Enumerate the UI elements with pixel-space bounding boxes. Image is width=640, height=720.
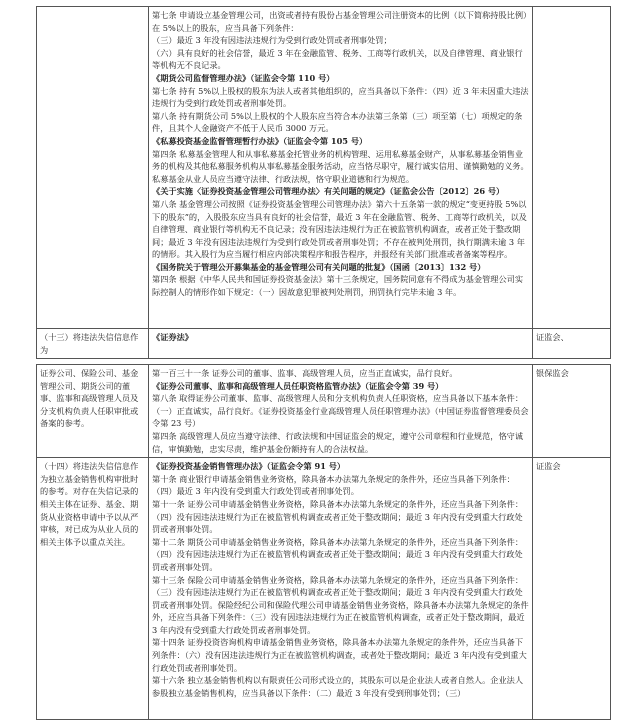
regulation-clause: 第十六条 独立基金销售机构以有限责任公司形式设立的，其股东可以是企业法人或者自然人。企业法人参股独立基金销售机构，应当具备以下条件：（二）最近 3 年没有受到刑事处罚；（三）	[152, 675, 524, 698]
department-cell	[533, 7, 611, 329]
table-row	[37, 7, 611, 329]
regulation-title: 《国务院关于管理公开募集基金的基金管理公司有关问题的批复》（国函〔2013〕132 号）	[152, 261, 486, 272]
regulation-title: 《证券法》	[152, 332, 193, 342]
regulation-title: 《私募投资基金监督管理暂行办法》（证监会令第 105 号）	[152, 135, 368, 146]
measure-cell	[37, 7, 149, 329]
regulation-clause: 第十四条 证券投资咨询机构申请基金销售业务资格，除具备本办法第九条规定的条件外，还应当具备下列条件：（六）没有因违法违规行为正在被监管机构调查，或者处于整改期间；最近 3 年内没有受到重大行政处罚或者刑事处罚。	[152, 637, 527, 673]
regulation-title: 《关于实施〈证券投资基金管理公司管理办法〉有关问题的规定》（证监会公告〔2012〕26 号）	[152, 186, 505, 197]
regulation-clause: 第十条 商业银行申请基金销售业务资格，除具备本办法第九条规定的条件外，还应当具备下列条件：（四）最近 3 年内没有受到重大行政处罚或者刑事处罚。	[152, 473, 515, 497]
legal-basis-cell	[149, 458, 533, 720]
regulation-clause: 第十一条 证券公司申请基金销售业务资格，除具备本办法第九条规定的条件外，还应当具备下列条件：（四）没有因违法违规行为正在被监管机构调查或者正处于整改期间；最近 3 年内没有受到重大行政处罚或者刑事处罚。	[152, 498, 524, 535]
regulation-clause: （六）具有良好的社会信誉，最近 3 年在金融监管、税务、工商等行政机关，以及自律管理、商业银行等机构无不良记录。	[152, 47, 523, 71]
regulation-clause: 第一百三十一条 证券公司的董事、监事、高级管理人员，应当正直诚实，品行良好。	[152, 368, 458, 378]
legal-basis-cell	[149, 329, 533, 359]
measure-cell: （十三）将违法失信信息作为	[37, 329, 149, 359]
measure-cell: （十四）将违法失信信息作为独立基金销售机构审批时的参考。对存在失信记录的相关主体在证券、基金、期货从业资格申请中予以从严审核，对已成为从业人员的相关主体予以重点关注。	[37, 458, 149, 720]
measure-cell: 证券公司、保险公司、基金管理公司、期货公司的董事、监事和高级管理人员及分支机构负责人任职审批或备案的参考。	[37, 365, 149, 458]
regulation-clause: 第八条 取得证券公司董事、监事、高级管理人员和分支机构负责人任职资格，应当具备以下基本条件：（一）正直诚实，品行良好。《证券投资基金行业高级管理人员任职管理办法》（中国证券监督管理委员会令第 23 号）	[152, 393, 529, 429]
table-row	[37, 329, 611, 359]
regulation-clause: 第四条 私募基金管理人和从事私募基金托管业务的机构管理、运用私募基金财产，从事私募基金销售业务的机构及其他私募服务机构从事私募基金服务活动，应当恪尽职守，履行诚实信用、谨慎勤勉的义务。私募基金从业人员应当遵守法律、行政法规，恪守职业道德和行为规范。	[152, 148, 529, 184]
regulation-table-top	[36, 6, 611, 359]
regulation-clause: 第七条 持有 5%以上股权的股东为法人或者其他组织的，应当具备以下条件：（四）近 3 年未因重大违法违规行为受到行政处罚或者刑事处罚。	[152, 85, 529, 109]
department-cell: 证监会、	[533, 329, 611, 359]
regulation-clause: 第四条 根据《中华人民共和国证券投资基金法》第十三条规定，国务院同意有不得成为基金管理公司实际控制人的情形作如下规定：（一）因故意犯罪被判处刑罚，刑罚执行完毕未逾 3 年。	[152, 274, 524, 298]
regulation-clause: 第十三条 保险公司申请基金销售业务资格，除具备本办法第九条规定的条件外，还应当具备下列条件：（三）没有因违法违规行为正在被监管机构调查或者正处于整改期间；最近 3 年内没有受到重大行政处罚或者刑事处罚。保险经纪公司和保险代理公司申请基金销售业务资格，除具备本办法第九条规定的条件外，还应当具备下列条件：（三）没有因违法违规行为正在被监管机构调查，或者正处于整改期间，最近 3 年内没有受到重大行政处罚或者刑事处罚。	[152, 574, 529, 635]
regulation-clause: 第十二条 期货公司申请基金销售业务资格，除具备本办法第九条规定的条件外，还应当具备下列条件：（四）没有因违法违规行为正在被监管机构调查或者正处于整改期间；最近 3 年内没有受到重大行政处罚或者刑事处罚。	[152, 536, 524, 572]
legal-basis-cell	[149, 7, 533, 329]
regulation-clause: 第八条 基金管理公司按照《证券投资基金管理公司管理办法》第六十五条第一款的规定“变更持股 5%以下的股东”的，入股股东应当具有良好的社会信誉，最近 3 年在金融监管、税务、工商等行政机关，以及自律管理、商业银行等机构无不良记录；没有因违法违规行为正在被监管机构调查，或者正处于整改期间；最近 3 年没有因违法违规行为受到行政处罚或者刑事处罚；不存在被判处刑罚，执行期满未逾 3 年的情形。其入股行为应当履行相应内部决策程序和报告程序，并报经有关部门批准或者备案等程序。	[152, 198, 527, 260]
regulation-title: 《证券公司董事、监事和高级管理人员任职资格监管办法》（证监会令第 39 号）	[152, 380, 444, 391]
legal-basis-cell	[149, 365, 533, 458]
regulation-table-bottom	[36, 364, 611, 720]
table-row	[37, 458, 611, 720]
regulation-clause: 第七条 申请设立基金管理公司，出资或者持有股份占基金管理公司注册资本的比例（以下简称持股比例）在 5%以上的股东，应当具备下列条件：	[152, 10, 528, 33]
regulation-title: 《期货公司监督管理办法》（证监会令第 110 号）	[152, 72, 335, 83]
regulation-clause: 第四条 高级管理人员应当遵守法律、行政法规和中国证监会的规定，遵守公司章程和行业规范，恪守诚信，审慎勤勉，忠实尽责，维护基金份额持有人的合法权益。	[152, 430, 524, 454]
table-row	[37, 365, 611, 458]
department-cell: 银保监会	[533, 365, 611, 458]
regulation-title: 《证券投资基金销售管理办法》（证监会令第 91 号）	[152, 461, 346, 472]
regulation-clause: 第八条 持有期货公司 5%以上股权的个人股东应当符合本办法第三条第（三）项至第（七）项规定的条件，且其个人金融资产不低于人民币 3000 万元。	[152, 110, 523, 134]
department-cell: 证监会	[533, 458, 611, 720]
regulation-clause: （三）最近 3 年没有因违法违规行为受到行政处罚或者刑事处罚；	[152, 35, 392, 46]
